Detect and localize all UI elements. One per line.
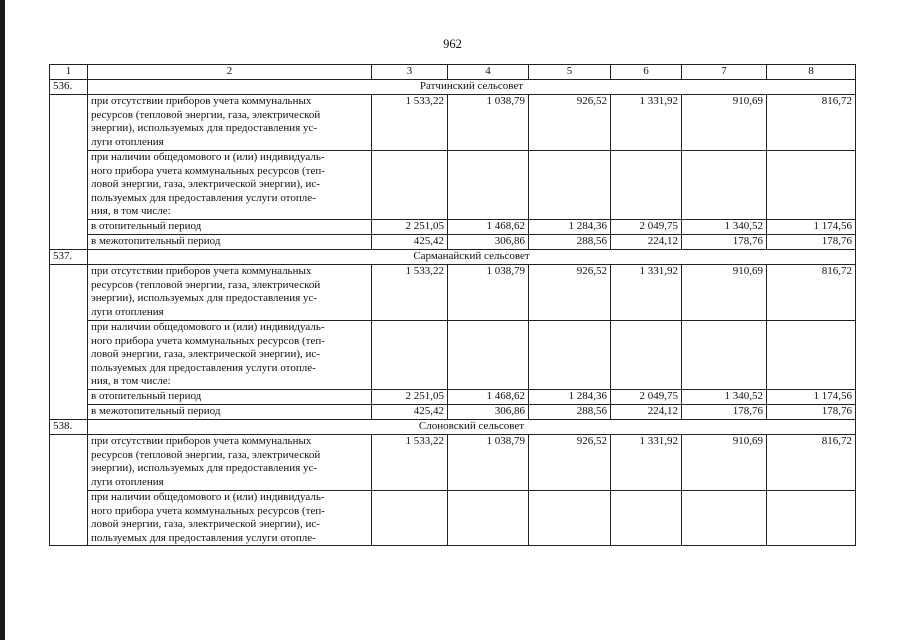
value-cell: 224,12 (611, 235, 682, 250)
col-header-8: 8 (767, 65, 856, 80)
value-cell: 1 331,92 (611, 435, 682, 491)
value-cell: 425,42 (372, 235, 448, 250)
empty-cell (611, 151, 682, 220)
section-title-row (50, 250, 856, 265)
value-cell: 926,52 (529, 265, 611, 321)
empty-cell (529, 151, 611, 220)
value-cell: 1 174,56 (767, 390, 856, 405)
empty-cell (767, 491, 856, 546)
empty-cell (448, 151, 529, 220)
row-label: в отопительный период (88, 220, 372, 235)
empty-cell (682, 491, 767, 546)
section-title: Ратчинский сельсовет (88, 80, 856, 95)
value-cell: 816,72 (767, 435, 856, 491)
row-label: при наличии общедомового и (или) индивидуаль- ного прибора учета коммунальных ресурсов (теп- ловой энергии, газа, электрической энергии), ис- пользуемых для предоставления услуги отопле- (88, 491, 372, 546)
value-cell: 926,52 (529, 95, 611, 151)
table-row (50, 220, 856, 235)
section-title: Слоновский сельсовет (88, 420, 856, 435)
value-cell: 1 284,36 (529, 390, 611, 405)
section-number: 536. (50, 80, 88, 95)
col-header-6: 6 (611, 65, 682, 80)
empty-cell (682, 321, 767, 390)
row-label: в межотопительный период (88, 405, 372, 420)
empty-cell (529, 321, 611, 390)
table-row (50, 491, 856, 546)
value-cell: 1 340,52 (682, 390, 767, 405)
section-number: 537. (50, 250, 88, 265)
table-row (50, 435, 856, 491)
value-cell: 2 049,75 (611, 390, 682, 405)
value-cell: 1 284,36 (529, 220, 611, 235)
empty-cell (448, 321, 529, 390)
value-cell: 1 331,92 (611, 95, 682, 151)
value-cell: 224,12 (611, 405, 682, 420)
value-cell: 425,42 (372, 405, 448, 420)
value-cell: 1 340,52 (682, 220, 767, 235)
empty-number-cell (50, 265, 88, 420)
row-label: при отсутствии приборов учета коммунальных ресурсов (тепловой энергии, газа, электрической энергии), используемых для предоставления ус- луги отопления (88, 265, 372, 321)
value-cell: 1 038,79 (448, 265, 529, 321)
empty-number-cell (50, 435, 88, 546)
value-cell: 288,56 (529, 405, 611, 420)
row-label: при наличии общедомового и (или) индивидуаль- ного прибора учета коммунальных ресурсов (теп- ловой энергии, газа, электрической энергии), ис- пользуемых для предоставления услуги отопле- ния, в том числе: (88, 321, 372, 390)
value-cell: 1 468,62 (448, 390, 529, 405)
page-edge-bar (0, 0, 5, 640)
empty-cell (682, 151, 767, 220)
value-cell: 306,86 (448, 405, 529, 420)
empty-cell (448, 491, 529, 546)
empty-cell (767, 321, 856, 390)
empty-cell (372, 491, 448, 546)
empty-cell (767, 151, 856, 220)
empty-cell (372, 151, 448, 220)
value-cell: 910,69 (682, 435, 767, 491)
table-row (50, 95, 856, 151)
value-cell: 926,52 (529, 435, 611, 491)
row-label: в межотопительный период (88, 235, 372, 250)
col-header-4: 4 (448, 65, 529, 80)
col-header-5: 5 (529, 65, 611, 80)
empty-number-cell (50, 95, 88, 250)
tariff-table (49, 64, 856, 546)
value-cell: 1 038,79 (448, 435, 529, 491)
row-label: при отсутствии приборов учета коммунальных ресурсов (тепловой энергии, газа, электрической энергии), используемых для предоставления ус- луги отопления (88, 95, 372, 151)
header-row (50, 65, 856, 80)
value-cell: 178,76 (682, 405, 767, 420)
value-cell: 288,56 (529, 235, 611, 250)
row-label: при отсутствии приборов учета коммунальных ресурсов (тепловой энергии, газа, электрической энергии), используемых для предоставления ус- луги отопления (88, 435, 372, 491)
section-title-row (50, 420, 856, 435)
page-number: 962 (443, 37, 462, 51)
value-cell: 306,86 (448, 235, 529, 250)
value-cell: 2 049,75 (611, 220, 682, 235)
empty-cell (372, 321, 448, 390)
empty-cell (529, 491, 611, 546)
table-row (50, 390, 856, 405)
value-cell: 1 468,62 (448, 220, 529, 235)
col-header-2: 2 (88, 65, 372, 80)
section-title-row (50, 80, 856, 95)
value-cell: 816,72 (767, 95, 856, 151)
col-header-3: 3 (372, 65, 448, 80)
value-cell: 1 174,56 (767, 220, 856, 235)
col-header-1: 1 (50, 65, 88, 80)
empty-cell (611, 321, 682, 390)
table-row (50, 321, 856, 390)
row-label: в отопительный период (88, 390, 372, 405)
value-cell: 1 533,22 (372, 435, 448, 491)
section-title: Сарманайский сельсовет (88, 250, 856, 265)
value-cell: 2 251,05 (372, 220, 448, 235)
value-cell: 178,76 (767, 405, 856, 420)
table-row (50, 405, 856, 420)
empty-cell (611, 491, 682, 546)
value-cell: 910,69 (682, 265, 767, 321)
value-cell: 816,72 (767, 265, 856, 321)
value-cell: 178,76 (767, 235, 856, 250)
value-cell: 1 331,92 (611, 265, 682, 321)
section-number: 538. (50, 420, 88, 435)
value-cell: 1 533,22 (372, 95, 448, 151)
row-label: при наличии общедомового и (или) индивидуаль- ного прибора учета коммунальных ресурсов (теп- ловой энергии, газа, электрической энергии), ис- пользуемых для предоставления услуги отопле- ния, в том числе: (88, 151, 372, 220)
value-cell: 2 251,05 (372, 390, 448, 405)
value-cell: 1 533,22 (372, 265, 448, 321)
col-header-7: 7 (682, 65, 767, 80)
value-cell: 178,76 (682, 235, 767, 250)
table-row (50, 265, 856, 321)
table-row (50, 235, 856, 250)
table-row (50, 151, 856, 220)
value-cell: 1 038,79 (448, 95, 529, 151)
value-cell: 910,69 (682, 95, 767, 151)
